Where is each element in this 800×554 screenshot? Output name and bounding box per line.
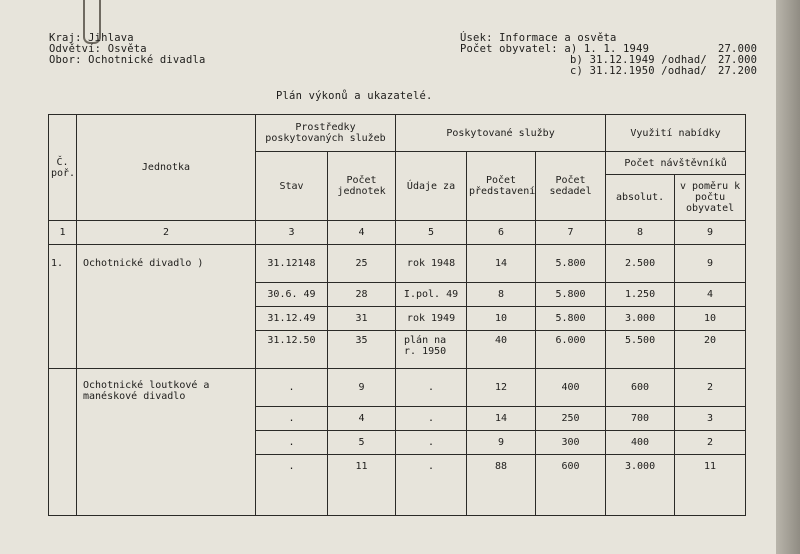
cell-v-pomeru: 10 — [675, 307, 746, 331]
header-pocet-sedadel: Počet sedadel — [536, 152, 606, 221]
cell-udaje: rok 1948 — [396, 245, 467, 283]
background-edge — [776, 0, 800, 554]
header-c-por: Č. poř. — [49, 115, 77, 221]
cell-stav: . — [256, 369, 328, 407]
cell-v-pomeru: 9 — [675, 245, 746, 283]
col-number: 5 — [396, 221, 467, 245]
col-number: 1 — [49, 221, 77, 245]
header-jednotka: Jednotka — [77, 115, 256, 221]
cell-sedadel: 400 — [536, 369, 606, 407]
cell-udaje: rok 1949 — [396, 307, 467, 331]
col-number: 7 — [536, 221, 606, 245]
pocet-obyvatel-line: Počet obyvatel: a) 1. 1. 1949 — [460, 43, 650, 55]
cell-udaje: plán na r. 1950 — [396, 331, 467, 369]
cell-sedadel: 600 — [536, 455, 606, 516]
table-row — [49, 369, 746, 407]
cell-absolut: 3.000 — [606, 307, 675, 331]
cell-v-pomeru: 3 — [675, 407, 746, 431]
cell-sedadel: 5.800 — [536, 245, 606, 283]
row-jednotka: Ochotnické divadlo ) — [77, 245, 256, 369]
cell-udaje: . — [396, 407, 467, 431]
plan-table — [48, 114, 746, 516]
pocet-b-line: b) 31.12.1949 /odhad/ — [570, 54, 707, 66]
cell-sedadel: 5.800 — [536, 307, 606, 331]
header-pocet-predstaveni: Počet představení — [467, 152, 536, 221]
cell-absolut: 700 — [606, 407, 675, 431]
cell-predstaveni: 14 — [467, 407, 536, 431]
cell-udaje: . — [396, 369, 467, 407]
cell-v-pomeru: 20 — [675, 331, 746, 369]
col-number: 9 — [675, 221, 746, 245]
header-vyuziti: Využití nabídky — [606, 115, 746, 152]
cell-jednotek: 11 — [328, 455, 396, 516]
usek-line: Úsek: Informace a osvěta — [460, 32, 617, 44]
header-prostredky: Prostředky poskytovaných služeb — [256, 115, 396, 152]
col-number: 3 — [256, 221, 328, 245]
cell-stav: . — [256, 407, 328, 431]
cell-udaje: I.pol. 49 — [396, 283, 467, 307]
header-row-1 — [49, 115, 746, 152]
col-number: 4 — [328, 221, 396, 245]
col-number: 8 — [606, 221, 675, 245]
cell-jednotek: 35 — [328, 331, 396, 369]
cell-predstaveni: 40 — [467, 331, 536, 369]
cell-v-pomeru: 4 — [675, 283, 746, 307]
kraj-line: Kraj: Jihlava — [49, 32, 134, 44]
row-por: 1. — [49, 245, 77, 369]
pocet-b-value: 27.000 — [718, 54, 758, 66]
cell-predstaveni: 14 — [467, 245, 536, 283]
pocet-a-value: 27.000 — [718, 43, 758, 55]
cell-stav: 31.12.49 — [256, 307, 328, 331]
cell-sedadel: 5.800 — [536, 283, 606, 307]
cell-stav: . — [256, 455, 328, 516]
cell-stav: 31.12.50 — [256, 331, 328, 369]
cell-absolut: 1.250 — [606, 283, 675, 307]
cell-jednotek: 28 — [328, 283, 396, 307]
cell-v-pomeru: 2 — [675, 431, 746, 455]
cell-stav: 30.6. 49 — [256, 283, 328, 307]
header-v-pomeru: v poměru k počtu obyvatel — [675, 175, 746, 221]
cell-predstaveni: 9 — [467, 431, 536, 455]
cell-udaje: . — [396, 431, 467, 455]
header-udaje-za: Údaje za — [396, 152, 467, 221]
cell-jednotek: 4 — [328, 407, 396, 431]
cell-absolut: 600 — [606, 369, 675, 407]
cell-predstaveni: 88 — [467, 455, 536, 516]
col-number: 6 — [467, 221, 536, 245]
cell-sedadel: 250 — [536, 407, 606, 431]
obor-line: Obor: Ochotnické divadla — [49, 54, 206, 66]
cell-v-pomeru: 11 — [675, 455, 746, 516]
header-pocet-jednotek: Počet jednotek — [328, 152, 396, 221]
column-number-row — [49, 221, 746, 245]
cell-predstaveni: 10 — [467, 307, 536, 331]
cell-jednotek: 25 — [328, 245, 396, 283]
row-por — [49, 369, 77, 516]
cell-predstaveni: 8 — [467, 283, 536, 307]
pocet-c-line: c) 31.12.1950 /odhad/ — [570, 65, 707, 77]
cell-stav: 31.12148 — [256, 245, 328, 283]
cell-jednotek: 9 — [328, 369, 396, 407]
cell-absolut: 3.000 — [606, 455, 675, 516]
header-pocet-navstevniku: Počet návštěvníků — [606, 152, 746, 175]
cell-stav: . — [256, 431, 328, 455]
cell-v-pomeru: 2 — [675, 369, 746, 407]
odvetvi-line: Odvětví: Osvěta — [49, 43, 147, 55]
header-absolut: absolut. — [606, 175, 675, 221]
document-title: Plán výkonů a ukazatelé. — [276, 90, 433, 102]
cell-sedadel: 300 — [536, 431, 606, 455]
col-number: 2 — [77, 221, 256, 245]
header-poskytovane: Poskytované služby — [396, 115, 606, 152]
cell-absolut: 5.500 — [606, 331, 675, 369]
pocet-c-value: 27.200 — [718, 65, 758, 77]
cell-jednotek: 31 — [328, 307, 396, 331]
cell-udaje: . — [396, 455, 467, 516]
table-row — [49, 245, 746, 283]
cell-jednotek: 5 — [328, 431, 396, 455]
row-jednotka: Ochotnické loutkové a manéskové divadlo — [77, 369, 256, 516]
header-stav: Stav — [256, 152, 328, 221]
cell-absolut: 2.500 — [606, 245, 675, 283]
cell-predstaveni: 12 — [467, 369, 536, 407]
cell-sedadel: 6.000 — [536, 331, 606, 369]
cell-absolut: 400 — [606, 431, 675, 455]
